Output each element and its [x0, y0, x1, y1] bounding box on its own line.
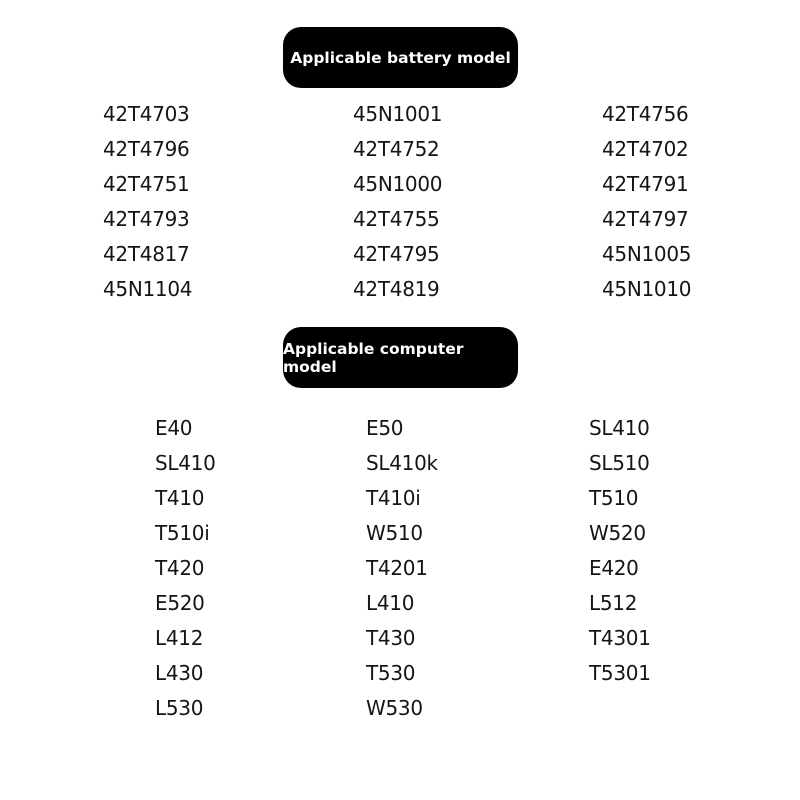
computer-model-item: T430	[366, 626, 416, 650]
battery-model-item: 42T4817	[103, 242, 190, 266]
computer-model-item: L412	[155, 626, 204, 650]
computer-model-item: T410	[155, 486, 205, 510]
battery-model-item: 45N1104	[103, 277, 193, 301]
computer-model-item: W510	[366, 521, 423, 545]
battery-model-item: 45N1005	[602, 242, 692, 266]
battery-model-item: 42T4793	[103, 207, 190, 231]
computer-model-item: SL410	[155, 451, 216, 475]
computer-model-item: L410	[366, 591, 415, 615]
computer-model-item: SL510	[589, 451, 650, 475]
battery-model-item: 42T4796	[103, 137, 190, 161]
computer-model-item: T530	[366, 661, 416, 685]
computer-model-item: W530	[366, 696, 423, 720]
computer-model-column-2	[366, 411, 438, 726]
computer-model-item: T420	[155, 556, 205, 580]
battery-model-item: 42T4795	[353, 242, 440, 266]
computer-model-item: T4301	[589, 626, 651, 650]
battery-model-item: 42T4791	[602, 172, 689, 196]
battery-model-column-1	[103, 97, 192, 307]
computer-model-item: T510	[589, 486, 639, 510]
battery-model-item: 42T4756	[602, 102, 689, 126]
battery-model-item: 45N1000	[353, 172, 443, 196]
computer-model-item: T5301	[589, 661, 651, 685]
battery-model-item: 42T4755	[353, 207, 440, 231]
computer-model-item: SL410k	[366, 451, 438, 475]
battery-model-item: 42T4797	[602, 207, 689, 231]
computer-model-item: E520	[155, 591, 205, 615]
computer-model-item: E420	[589, 556, 639, 580]
battery-model-item: 42T4703	[103, 102, 190, 126]
computer-model-item: T510i	[155, 521, 210, 545]
computer-model-item: T4201	[366, 556, 428, 580]
computer-model-item: W520	[589, 521, 646, 545]
computer-model-item: L530	[155, 696, 204, 720]
battery-model-item: 45N1010	[602, 277, 692, 301]
computer-model-item: SL410	[589, 416, 650, 440]
computer-model-column-1	[155, 411, 216, 726]
battery-model-item: 45N1001	[353, 102, 443, 126]
battery-model-column-2	[353, 97, 442, 307]
computer-model-item: E40	[155, 416, 193, 440]
computer-model-item: L512	[589, 591, 638, 615]
computer-model-column-3	[589, 411, 651, 691]
battery-section-title	[283, 27, 518, 88]
computer-section-title-text: Applicable computer model	[283, 339, 464, 376]
battery-model-item: 42T4751	[103, 172, 190, 196]
battery-model-item: 42T4819	[353, 277, 440, 301]
battery-model-column-3	[602, 97, 691, 307]
computer-model-item: E50	[366, 416, 404, 440]
computer-model-item: T410i	[366, 486, 421, 510]
computer-model-item: L430	[155, 661, 204, 685]
computer-section-title	[283, 327, 518, 388]
battery-section-title-text: Applicable battery model	[290, 48, 511, 67]
battery-model-item: 42T4752	[353, 137, 440, 161]
battery-model-item: 42T4702	[602, 137, 689, 161]
